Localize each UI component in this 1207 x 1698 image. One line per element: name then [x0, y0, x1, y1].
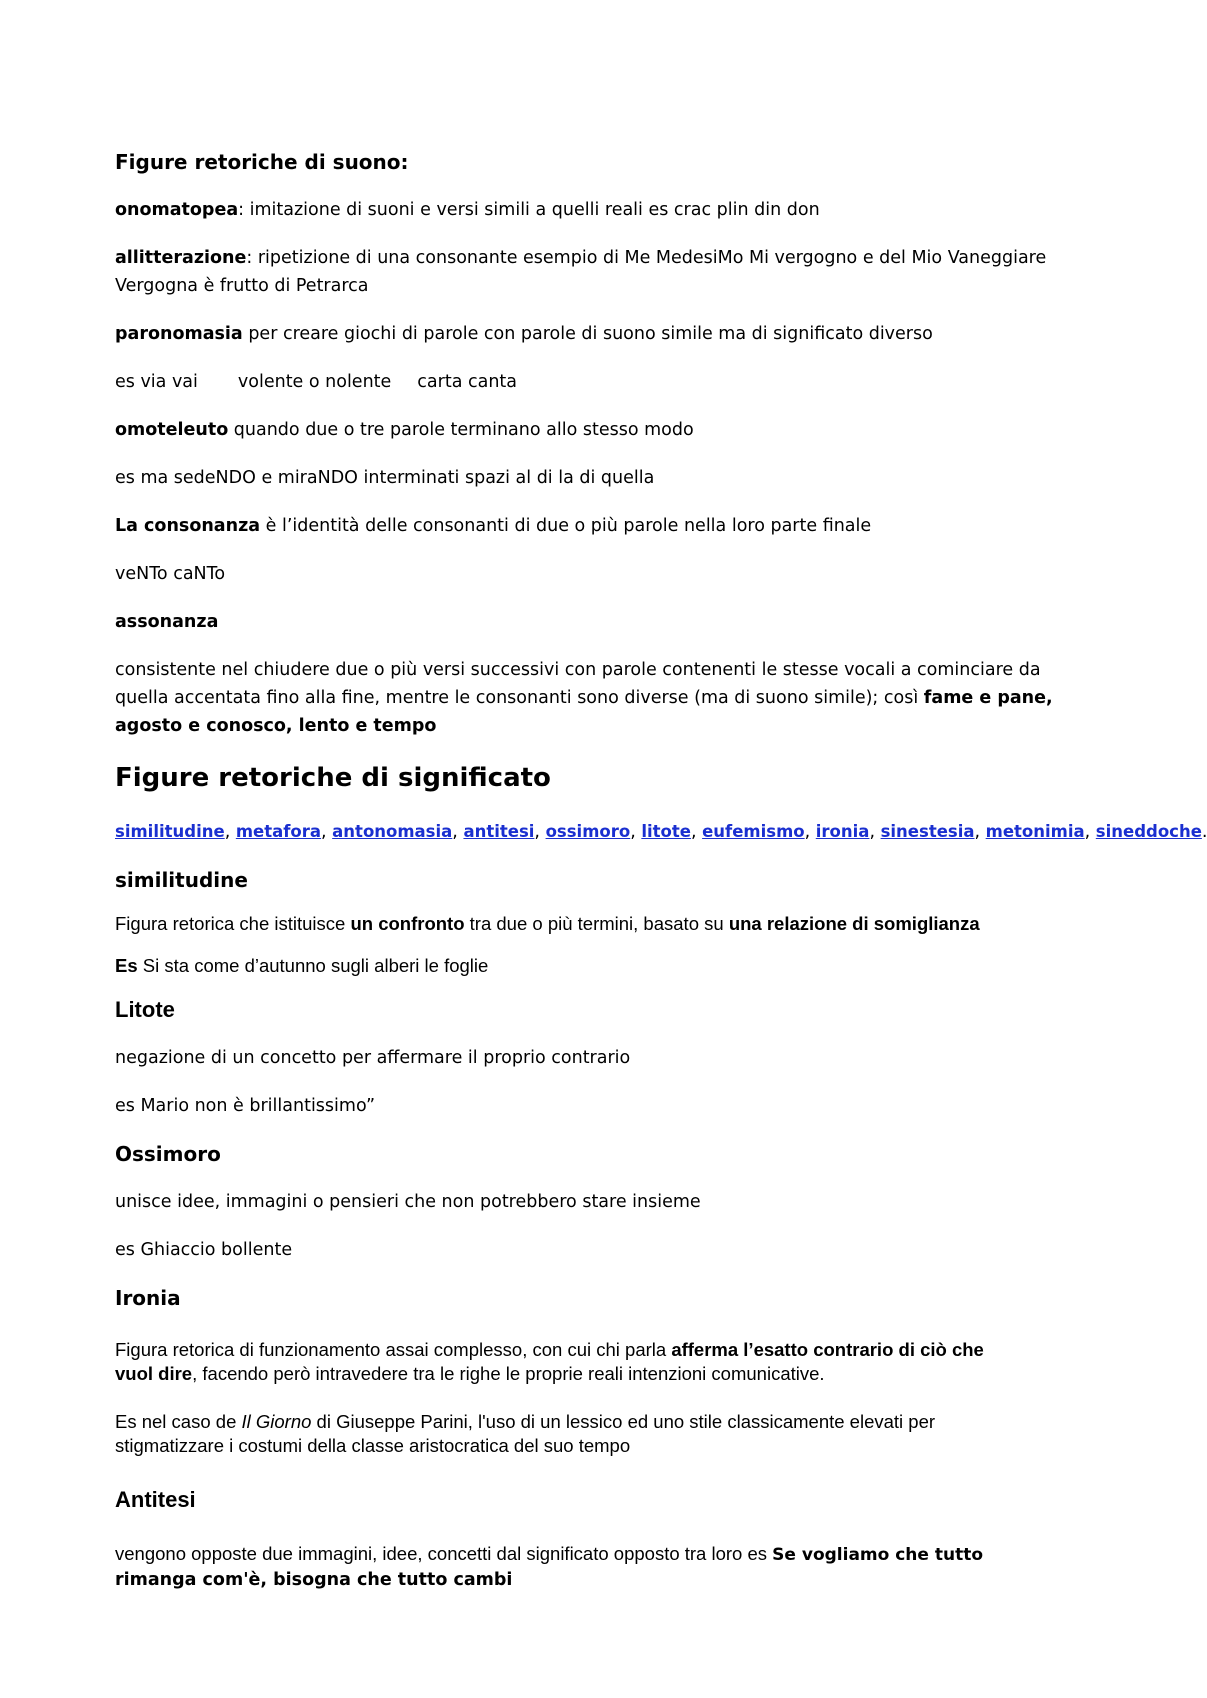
- example-text: Es nel caso de: [115, 1411, 242, 1432]
- similitudine-example: [115, 952, 1095, 980]
- definition-bold: una relazione di somiglianza: [728, 913, 980, 934]
- link-separator: ,: [804, 822, 816, 842]
- onomatopea-definition: [115, 196, 1095, 224]
- link-separator: ,: [630, 822, 642, 842]
- definition-text: è l’identità delle consonanti di due o più parole nella loro parte finale: [260, 516, 872, 536]
- term-allitterazione: allitterazione: [115, 248, 247, 268]
- litote-heading: [115, 996, 1095, 1024]
- heading-meaning-figures: [115, 760, 1095, 796]
- link-separator: ,: [224, 822, 236, 842]
- ironia-heading: [115, 1284, 1095, 1312]
- definition-bold: un confronto: [350, 913, 465, 934]
- work-title: Il Giorno: [241, 1411, 312, 1432]
- definition-text: Vergogna è frutto di Petrarca: [115, 276, 369, 296]
- definition-bold: vuol dire: [115, 1363, 193, 1384]
- term-consonanza: La consonanza: [115, 516, 261, 536]
- assonanza-line-3: [115, 712, 1095, 740]
- link-antitesi[interactable]: antitesi: [463, 822, 535, 841]
- link-separator: ,: [869, 822, 881, 842]
- heading-text: similitudine: [115, 868, 248, 892]
- link-similitudine[interactable]: similitudine: [115, 822, 225, 841]
- antitesi-line-2: [115, 1566, 1095, 1594]
- example-2: volente o nolente: [237, 372, 392, 392]
- example-text: es Ghiaccio bollente: [115, 1240, 293, 1260]
- link-metonimia[interactable]: metonimia: [985, 822, 1085, 841]
- definition-bold: afferma l’esatto contrario di ciò che: [671, 1339, 984, 1360]
- heading-text: Litote: [115, 997, 175, 1022]
- paronomasia-definition: [115, 320, 1095, 348]
- definition-text: : ripetizione di una consonante esempio di Me MedesiMo Mi vergogno e del Mio Vaneggiare: [246, 248, 1047, 268]
- assonanza-line-2: [115, 684, 1095, 712]
- example-bold: rimanga com'è, bisogna che tutto cambi: [115, 1570, 513, 1590]
- definition-text: tra due o più termini, basato su: [464, 913, 729, 934]
- definition-text: vengono opposte due immagini, idee, concetti dal significato opposto tra loro es: [115, 1543, 773, 1564]
- definition-text: negazione di un concetto per affermare il proprio contrario: [115, 1048, 631, 1068]
- heading-text: Antitesi: [115, 1487, 196, 1512]
- heading-sound-figures: [115, 148, 1095, 176]
- link-ossimoro[interactable]: ossimoro: [545, 822, 631, 841]
- omoteleuto-example: [115, 464, 1095, 492]
- paronomasia-examples: [115, 368, 1095, 396]
- similitudine-heading: [115, 866, 1095, 894]
- antitesi-line-1: [115, 1540, 1095, 1569]
- link-sineddoche[interactable]: sineddoche: [1095, 822, 1202, 841]
- example-text: veNTo caNTo: [115, 564, 226, 584]
- ironia-line-2: [115, 1360, 1095, 1388]
- antitesi-heading: [115, 1486, 1095, 1514]
- link-separator: .: [1201, 822, 1207, 842]
- link-eufemismo[interactable]: eufemismo: [702, 822, 805, 841]
- consonanza-example: [115, 560, 1095, 588]
- example-text: es Mario non è brillantissimo”: [115, 1096, 376, 1116]
- omoteleuto-definition: [115, 416, 1095, 444]
- ossimoro-heading: [115, 1140, 1095, 1168]
- term-omoteleuto: omoteleuto: [115, 420, 229, 440]
- example-text: di Giuseppe Parini, l'uso di un lessico ed uno stile classicamente elevati per: [311, 1411, 936, 1432]
- link-separator: ,: [690, 822, 703, 842]
- link-separator: ,: [321, 822, 333, 842]
- example-text: Si sta come d’autunno sugli alberi le foglie: [137, 955, 489, 976]
- example-bold: Se vogliamo che tutto: [772, 1545, 984, 1565]
- link-ironia[interactable]: ironia: [815, 822, 870, 841]
- definition-text: Figura retorica di funzionamento assai complesso, con cui chi parla: [115, 1339, 672, 1360]
- definition-text: consistente nel chiudere due o più versi successivi con parole contenenti le stesse vocali a cominciare da: [115, 660, 1041, 680]
- link-litote[interactable]: litote: [641, 822, 691, 841]
- definition-text: quella accentata fino alla fine, mentre le consonanti sono diverse (ma di suono simile); così: [115, 688, 924, 708]
- example-label: Es: [115, 955, 138, 976]
- figures-link-list: [115, 818, 1207, 846]
- example-bold: agosto e conosco, lento e tempo: [115, 716, 437, 736]
- consonanza-definition: [115, 512, 1095, 540]
- example-text: es ma sedeNDO e miraNDO interminati spazi al di la di quella: [115, 468, 655, 488]
- litote-definition: [115, 1044, 1095, 1072]
- definition-text: unisce idee, immagini o pensieri che non potrebbero stare insieme: [115, 1192, 701, 1212]
- link-metafora[interactable]: metafora: [235, 822, 322, 841]
- definition-text: Figura retorica che istituisce: [115, 913, 351, 934]
- link-separator: ,: [534, 822, 546, 842]
- example-text: stigmatizzare i costumi della classe aristocratica del suo tempo: [115, 1435, 631, 1456]
- definition-text: quando due o tre parole terminano allo stesso modo: [228, 420, 694, 440]
- link-separator: ,: [974, 822, 986, 842]
- term-onomatopea: onomatopea: [115, 200, 239, 220]
- ironia-line-4: [115, 1432, 1095, 1460]
- assonanza-heading: [115, 608, 1095, 636]
- example-3: carta canta: [417, 372, 518, 392]
- heading-text: Ossimoro: [115, 1142, 221, 1166]
- term-assonanza: assonanza: [115, 612, 219, 632]
- term-paronomasia: paronomasia: [115, 324, 243, 344]
- heading-text: Ironia: [115, 1286, 181, 1310]
- link-separator: ,: [452, 822, 464, 842]
- heading-text: Figure retoriche di significato: [115, 763, 551, 793]
- similitudine-definition: [115, 910, 1095, 938]
- allitterazione-definition: [115, 244, 1095, 272]
- example-bold: fame e pane,: [923, 688, 1053, 708]
- link-antonomasia[interactable]: antonomasia: [332, 822, 453, 841]
- ossimoro-example: [115, 1236, 1095, 1264]
- definition-text: , facendo però intravedere tra le righe le proprie reali intenzioni comunicative.: [192, 1363, 825, 1384]
- link-list: [115, 822, 1207, 842]
- link-sinestesia[interactable]: sinestesia: [880, 822, 975, 841]
- example-1: es via vai: [115, 372, 198, 392]
- litote-example: [115, 1092, 1095, 1120]
- definition-text: per creare giochi di parole con parole di suono simile ma di significato diverso: [242, 324, 933, 344]
- definition-text: : imitazione di suoni e versi simili a quelli reali es crac plin din don: [238, 200, 820, 220]
- link-separator: ,: [1084, 822, 1096, 842]
- ossimoro-definition: [115, 1188, 1095, 1216]
- assonanza-line-1: [115, 656, 1095, 684]
- allitterazione-definition-cont: [115, 272, 1095, 300]
- heading-text: Figure retoriche di suono:: [115, 150, 409, 174]
